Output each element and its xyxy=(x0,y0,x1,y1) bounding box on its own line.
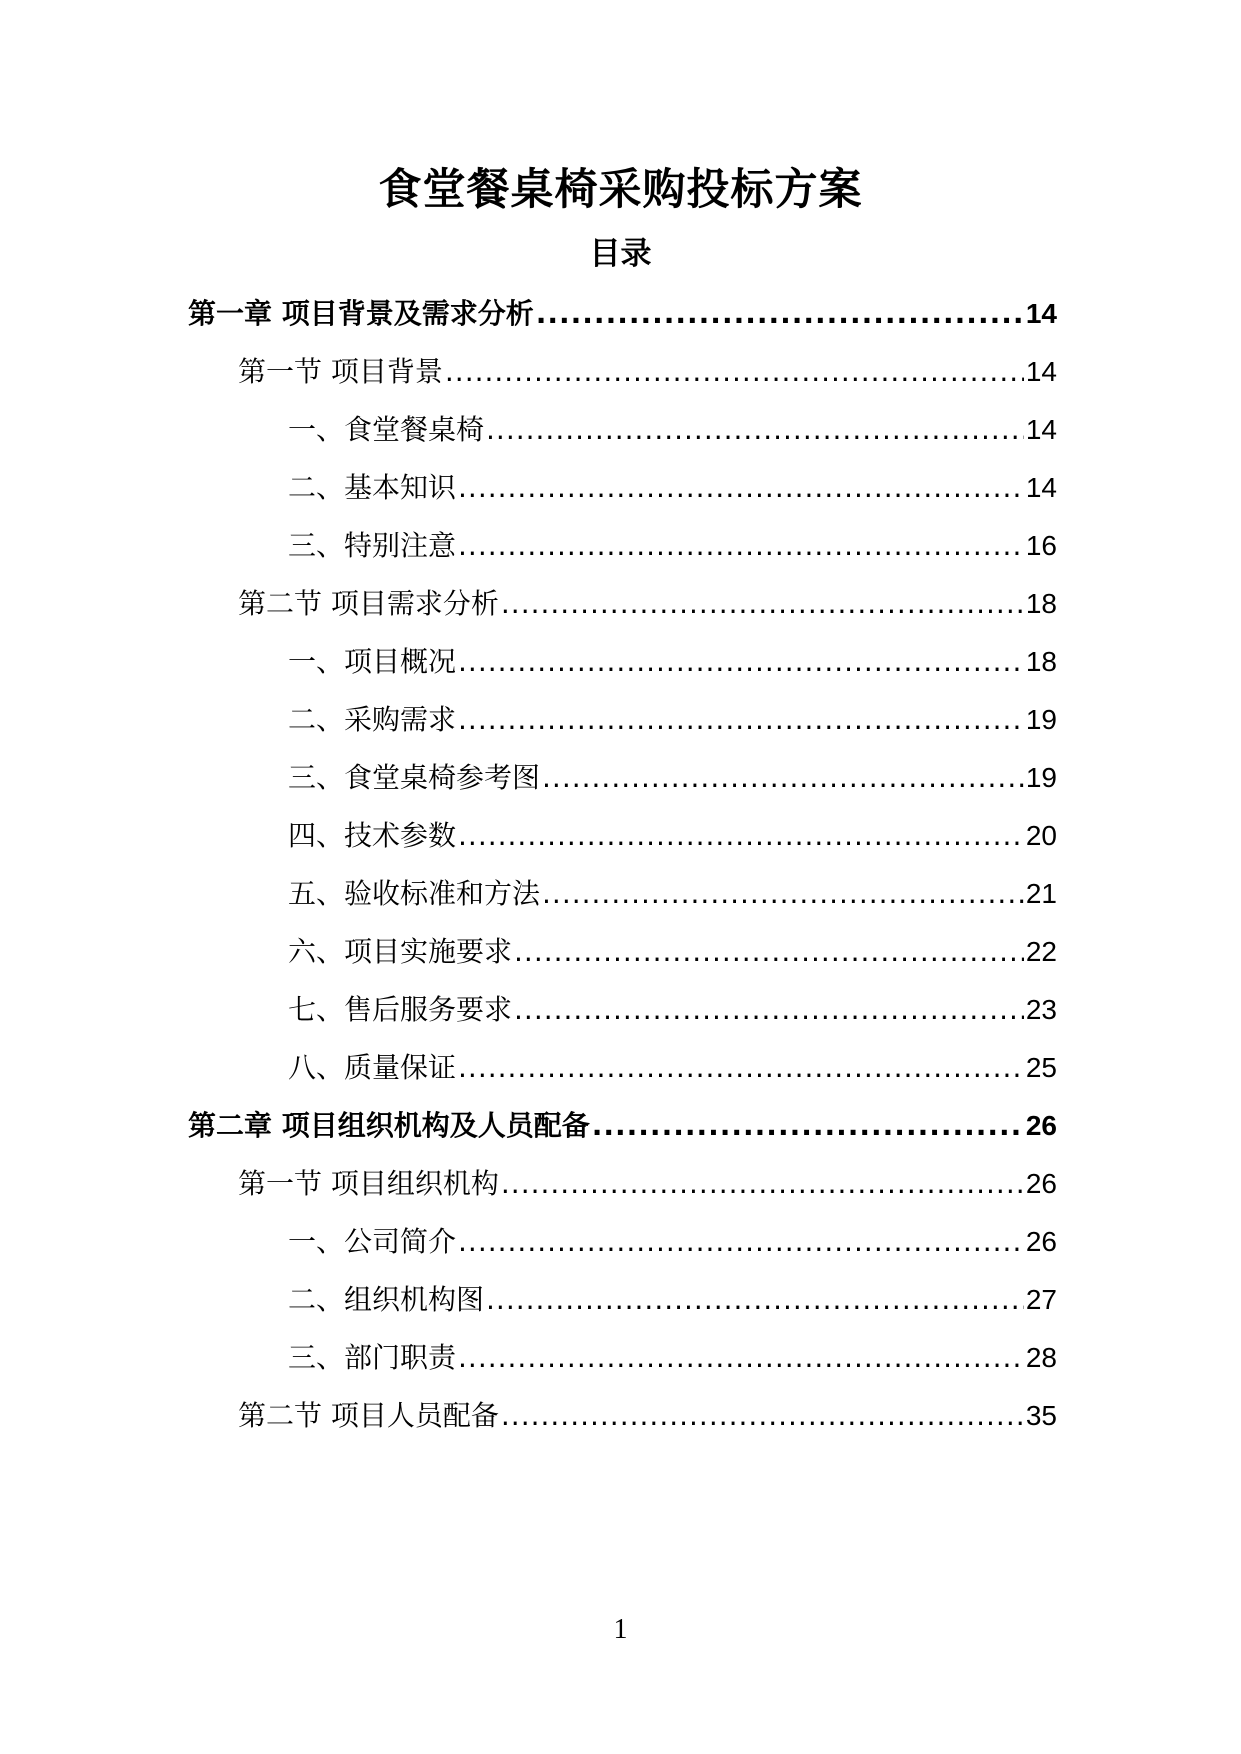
toc-entry-item[interactable] xyxy=(288,699,1057,741)
toc-entry-page: 26 xyxy=(1025,1226,1057,1257)
toc-leader-dots xyxy=(458,641,1024,683)
toc-entry-item[interactable] xyxy=(288,815,1057,857)
page-number: 1 xyxy=(613,1614,628,1645)
toc-entry-item[interactable] xyxy=(288,1221,1057,1263)
toc-leader-dots xyxy=(536,293,1024,335)
toc-entry-text: 第一节 项目组织机构 xyxy=(238,1167,499,1200)
toc-leader-dots xyxy=(458,815,1024,857)
toc-entry-page: 16 xyxy=(1025,530,1057,561)
toc-entry-text: 一、食堂餐桌椅 xyxy=(288,413,485,446)
toc-entry-text: 二、基本知识 xyxy=(288,471,457,504)
toc-entry-page: 28 xyxy=(1025,1342,1057,1373)
toc-entry-page: 14 xyxy=(1025,472,1057,503)
toc-leader-dots xyxy=(458,1221,1024,1263)
toc-entry-text: 二、采购需求 xyxy=(288,703,457,736)
toc-entry-page: 14 xyxy=(1025,298,1057,329)
toc-leader-dots xyxy=(514,989,1024,1031)
toc-entry-chapter-2[interactable] xyxy=(188,1105,1057,1147)
toc-entry-text: 三、部门职责 xyxy=(288,1341,457,1374)
toc-leader-dots xyxy=(458,467,1024,509)
toc-entry-page: 20 xyxy=(1025,820,1057,851)
toc-leader-dots xyxy=(486,409,1024,451)
toc-entry-page: 14 xyxy=(1025,414,1057,445)
toc-entry-text: 八、质量保证 xyxy=(288,1051,457,1084)
toc-entry-text: 四、技术参数 xyxy=(288,819,457,852)
toc-leader-dots xyxy=(486,1279,1024,1321)
toc-entry-page: 21 xyxy=(1025,878,1057,909)
toc-entry-item[interactable] xyxy=(288,641,1057,683)
toc-entry-text: 五、验收标准和方法 xyxy=(288,877,541,910)
toc-entry-page: 19 xyxy=(1025,762,1057,793)
toc-leader-dots xyxy=(542,873,1024,915)
toc-entry-page: 26 xyxy=(1025,1168,1057,1199)
toc-leader-dots xyxy=(458,699,1024,741)
toc-entry-text: 第一节 项目背景 xyxy=(238,355,443,388)
toc-leader-dots xyxy=(501,1395,1024,1437)
toc-entry-section[interactable] xyxy=(238,351,1057,393)
toc-entry-section[interactable] xyxy=(238,1163,1057,1205)
toc-entry-item[interactable] xyxy=(288,525,1057,567)
toc-entry-text: 一、项目概况 xyxy=(288,645,457,678)
toc-leader-dots xyxy=(458,1047,1024,1089)
toc-entry-text: 一、公司简介 xyxy=(288,1225,457,1258)
toc-entry-item[interactable] xyxy=(288,931,1057,973)
toc-leader-dots xyxy=(501,583,1024,625)
toc-entry-section[interactable] xyxy=(238,583,1057,625)
toc-entry-section[interactable] xyxy=(238,1395,1057,1437)
toc-entry-text: 第二节 项目需求分析 xyxy=(238,587,499,620)
toc-leader-dots xyxy=(445,351,1024,393)
toc-entry-page: 18 xyxy=(1025,646,1057,677)
toc-entry-text: 六、项目实施要求 xyxy=(288,935,513,968)
toc-entry-text: 三、食堂桌椅参考图 xyxy=(288,761,541,794)
toc-entry-item[interactable] xyxy=(288,873,1057,915)
document-title: 食堂餐桌椅采购投标方案 xyxy=(378,165,863,215)
toc-entry-page: 14 xyxy=(1025,356,1057,387)
toc-entry-page: 25 xyxy=(1025,1052,1057,1083)
toc-entry-item[interactable] xyxy=(288,989,1057,1031)
toc-entry-item[interactable] xyxy=(288,757,1057,799)
toc-entry-text: 第二章 项目组织机构及人员配备 xyxy=(188,1109,590,1142)
toc-entry-text: 第一章 项目背景及需求分析 xyxy=(188,297,534,330)
toc-entry-page: 23 xyxy=(1025,994,1057,1025)
toc-entry-text: 第二节 项目人员配备 xyxy=(238,1399,499,1432)
toc-entry-page: 26 xyxy=(1025,1110,1057,1141)
toc-leader-dots xyxy=(458,525,1024,567)
toc-entry-item[interactable] xyxy=(288,1047,1057,1089)
toc-entry-page: 22 xyxy=(1025,936,1057,967)
toc-entry-page: 35 xyxy=(1025,1400,1057,1431)
toc-heading: 目录 xyxy=(589,236,652,272)
toc-entry-item[interactable] xyxy=(288,1279,1057,1321)
toc-entry-text: 七、售后服务要求 xyxy=(288,993,513,1026)
toc-entry-item[interactable] xyxy=(288,409,1057,451)
toc-entry-page: 19 xyxy=(1025,704,1057,735)
toc-leader-dots xyxy=(542,757,1024,799)
toc-leader-dots xyxy=(501,1163,1024,1205)
toc-entry-item[interactable] xyxy=(288,467,1057,509)
toc-entry-page: 27 xyxy=(1025,1284,1057,1315)
toc-entry-text: 二、组织机构图 xyxy=(288,1283,485,1316)
toc-leader-dots xyxy=(458,1337,1024,1379)
toc-leader-dots xyxy=(514,931,1024,973)
toc-entry-page: 18 xyxy=(1025,588,1057,619)
toc-entry-chapter-1[interactable] xyxy=(188,293,1057,335)
toc-leader-dots xyxy=(592,1105,1024,1147)
toc-entry-text: 三、特别注意 xyxy=(288,529,457,562)
toc-entry-item[interactable] xyxy=(288,1337,1057,1379)
